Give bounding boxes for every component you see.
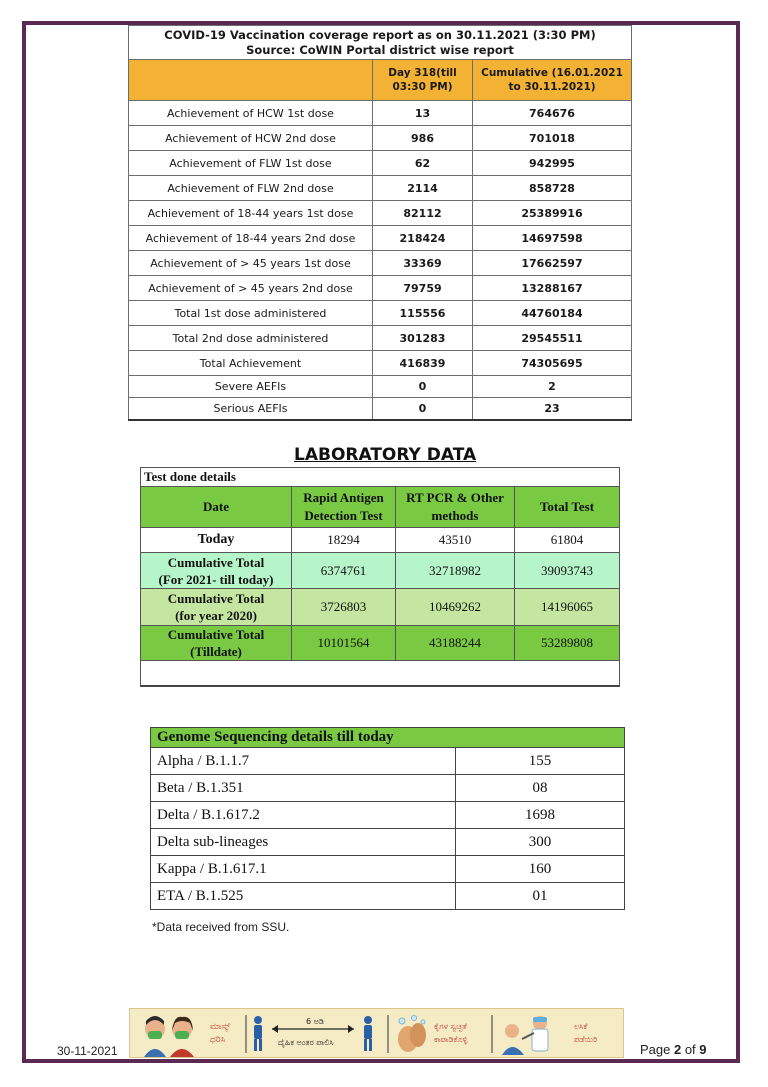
lab-total-value: 14196065 bbox=[515, 589, 620, 626]
lab-row-label-line2: (Tilldate) bbox=[190, 644, 242, 659]
banner-distance-text: 6 ಅಡಿ bbox=[306, 1017, 324, 1026]
row-day-value: 115556 bbox=[373, 301, 473, 326]
lab-row-label bbox=[141, 553, 292, 589]
row-label: Achievement of 18-44 years 1st dose bbox=[129, 201, 373, 226]
page-total: 9 bbox=[699, 1042, 707, 1057]
lab-header-rtpcr-line2: methods bbox=[431, 508, 479, 523]
genome-variant-count: 1698 bbox=[456, 802, 625, 829]
row-label: Achievement of HCW 1st dose bbox=[129, 101, 373, 126]
header-cum-line1: Cumulative (16.01.2021 bbox=[481, 67, 623, 79]
banner-distance-caption: ದೈಹಿಕ ಅಂತರ ಪಾಲಿಸಿ bbox=[278, 1038, 334, 1047]
laboratory-table bbox=[140, 467, 620, 661]
table-row bbox=[129, 398, 632, 421]
lab-rtpcr-value: 43188244 bbox=[396, 626, 515, 661]
genome-table bbox=[150, 727, 625, 910]
lab-row-label-line1: Cumulative Total bbox=[167, 554, 265, 570]
row-day-value: 13 bbox=[373, 101, 473, 126]
row-cumulative-value: 25389916 bbox=[473, 201, 632, 226]
table-row bbox=[151, 856, 625, 883]
row-label: Achievement of > 45 years 2nd dose bbox=[129, 276, 373, 301]
row-label: Achievement of > 45 years 1st dose bbox=[129, 251, 373, 276]
row-label: Achievement of HCW 2nd dose bbox=[129, 126, 373, 151]
row-label: Achievement of FLW 2nd dose bbox=[129, 176, 373, 201]
row-label: Total 2nd dose administered bbox=[129, 326, 373, 351]
banner-mask-text-line2: ಧರಿಸಿ bbox=[210, 1035, 226, 1045]
header-cum-line2: to 30.11.2021) bbox=[508, 81, 596, 93]
row-day-value: 301283 bbox=[373, 326, 473, 351]
table-row bbox=[151, 883, 625, 910]
lab-caption: Test done details bbox=[141, 468, 620, 487]
page-prefix: Page bbox=[640, 1042, 674, 1057]
page-indicator bbox=[640, 1042, 707, 1057]
header-day-cell bbox=[373, 60, 473, 101]
table-row bbox=[129, 151, 632, 176]
vaccination-source-line: Source: CoWIN Portal district wise report bbox=[246, 42, 514, 57]
table-row bbox=[129, 176, 632, 201]
row-cumulative-value: 13288167 bbox=[473, 276, 632, 301]
lab-total-value: 39093743 bbox=[515, 553, 620, 589]
genome-variant-label: Delta sub-lineages bbox=[151, 829, 456, 856]
table-row bbox=[129, 301, 632, 326]
lab-empty-footer-box bbox=[140, 657, 620, 687]
genome-variant-label: Delta / B.1.617.2 bbox=[151, 802, 456, 829]
row-label: Achievement of 18-44 years 2nd dose bbox=[129, 226, 373, 251]
row-day-value: 218424 bbox=[373, 226, 473, 251]
row-label: Achievement of FLW 1st dose bbox=[129, 151, 373, 176]
lab-rat-value: 18294 bbox=[292, 528, 396, 553]
table-row bbox=[129, 201, 632, 226]
banner-mask-text-line1: ಮಾಸ್ಕ್ bbox=[210, 1022, 231, 1032]
header-day-line1: Day 318(till bbox=[388, 67, 457, 79]
row-cumulative-value: 942995 bbox=[473, 151, 632, 176]
row-label: Serious AEFIs bbox=[129, 398, 373, 421]
genome-variant-label: Beta / B.1.351 bbox=[151, 775, 456, 802]
banner-hand-text-line2: ಕಾಪಾಡಿಕೊಳ್ಳಿ bbox=[434, 1035, 468, 1044]
genome-variant-label: Kappa / B.1.617.1 bbox=[151, 856, 456, 883]
row-label: Total Achievement bbox=[129, 351, 373, 376]
genome-variant-label: ETA / B.1.525 bbox=[151, 883, 456, 910]
page-number: 2 bbox=[673, 1042, 682, 1057]
row-cumulative-value: 2 bbox=[473, 376, 632, 398]
table-row bbox=[129, 276, 632, 301]
table-row bbox=[129, 376, 632, 398]
row-day-value: 79759 bbox=[373, 276, 473, 301]
table-row bbox=[129, 251, 632, 276]
genome-variant-count: 300 bbox=[456, 829, 625, 856]
row-day-value: 82112 bbox=[373, 201, 473, 226]
lab-row-label bbox=[141, 589, 292, 626]
genome-header-row bbox=[151, 728, 625, 748]
row-day-value: 986 bbox=[373, 126, 473, 151]
table-row bbox=[129, 351, 632, 376]
row-cumulative-value: 29545511 bbox=[473, 326, 632, 351]
vaccination-header-row bbox=[129, 60, 632, 101]
lab-row-label-line2: (For 2021- till today) bbox=[158, 571, 274, 587]
genome-variant-count: 01 bbox=[456, 883, 625, 910]
table-row bbox=[141, 626, 620, 661]
covid-safety-banner-art bbox=[130, 1009, 625, 1059]
banner-vax-text-line1: ಲಸಿಕೆ bbox=[574, 1022, 588, 1031]
page-of: of bbox=[681, 1042, 700, 1057]
lab-rtpcr-value: 43510 bbox=[396, 528, 515, 553]
lab-row-label: Today bbox=[141, 528, 292, 553]
vaccination-icon bbox=[502, 1016, 548, 1055]
row-cumulative-value: 44760184 bbox=[473, 301, 632, 326]
row-label: Total 1st dose administered bbox=[129, 301, 373, 326]
genome-variant-count: 08 bbox=[456, 775, 625, 802]
genome-heading: Genome Sequencing details till today bbox=[151, 728, 625, 748]
table-row bbox=[141, 589, 620, 626]
row-cumulative-value: 858728 bbox=[473, 176, 632, 201]
row-cumulative-value: 74305695 bbox=[473, 351, 632, 376]
lab-rat-value: 10101564 bbox=[292, 626, 396, 661]
lab-header-row bbox=[141, 487, 620, 528]
lab-header-rat bbox=[292, 487, 396, 528]
lab-header-date: Date bbox=[141, 487, 292, 528]
table-row bbox=[129, 226, 632, 251]
mask-people-icon bbox=[144, 1016, 194, 1057]
header-day-line2: 03:30 PM) bbox=[392, 81, 453, 93]
table-row bbox=[129, 101, 632, 126]
lab-row-label-line2: (for year 2020) bbox=[175, 608, 257, 623]
row-label: Severe AEFIs bbox=[129, 376, 373, 398]
vaccination-table bbox=[128, 25, 632, 421]
lab-total-value: 53289808 bbox=[515, 626, 620, 661]
covid-safety-banner bbox=[129, 1008, 624, 1058]
row-cumulative-value: 23 bbox=[473, 398, 632, 421]
row-cumulative-value: 764676 bbox=[473, 101, 632, 126]
genome-variant-count: 155 bbox=[456, 748, 625, 775]
lab-total-value: 61804 bbox=[515, 528, 620, 553]
lab-row-label-line1: Cumulative Total bbox=[167, 627, 265, 642]
banner-hand-text-line1: ಕೈಗಳ ಸ್ವಚ್ಛತೆ bbox=[434, 1022, 467, 1031]
lab-header-rat-line2: Detection Test bbox=[304, 508, 383, 523]
table-row bbox=[141, 528, 620, 553]
lab-row-label bbox=[141, 626, 292, 661]
lab-rat-value: 6374761 bbox=[292, 553, 396, 589]
vaccination-title-line1: COVID-19 Vaccination coverage report as on 30.11.2021 (3:30 PM) bbox=[164, 27, 596, 42]
row-cumulative-value: 14697598 bbox=[473, 226, 632, 251]
lab-rat-value: 3726803 bbox=[292, 589, 396, 626]
lab-rtpcr-value: 32718982 bbox=[396, 553, 515, 589]
vaccination-title bbox=[129, 26, 632, 60]
table-row bbox=[151, 748, 625, 775]
header-empty-cell bbox=[129, 60, 373, 101]
row-day-value: 33369 bbox=[373, 251, 473, 276]
row-day-value: 0 bbox=[373, 376, 473, 398]
genome-variant-count: 160 bbox=[456, 856, 625, 883]
table-row bbox=[151, 802, 625, 829]
hand-wash-icon bbox=[398, 1016, 426, 1053]
table-row bbox=[129, 126, 632, 151]
laboratory-heading: LABORATORY DATA bbox=[294, 445, 477, 465]
header-cumulative-cell bbox=[473, 60, 632, 101]
table-row bbox=[151, 775, 625, 802]
table-row bbox=[141, 553, 620, 589]
genome-variant-label: Alpha / B.1.1.7 bbox=[151, 748, 456, 775]
row-cumulative-value: 701018 bbox=[473, 126, 632, 151]
lab-header-rtpcr bbox=[396, 487, 515, 528]
lab-rtpcr-value: 10469262 bbox=[396, 589, 515, 626]
table-row bbox=[129, 326, 632, 351]
lab-row-label-line1: Cumulative Total bbox=[167, 591, 265, 606]
banner-vax-text-line2: ಪಡೆಯಿರಿ bbox=[574, 1035, 598, 1044]
row-day-value: 62 bbox=[373, 151, 473, 176]
lab-header-rtpcr-line1: RT PCR & Other bbox=[406, 490, 504, 505]
lab-header-total: Total Test bbox=[515, 487, 620, 528]
row-day-value: 2114 bbox=[373, 176, 473, 201]
row-cumulative-value: 17662597 bbox=[473, 251, 632, 276]
table-row bbox=[151, 829, 625, 856]
row-day-value: 0 bbox=[373, 398, 473, 421]
footer-date: 30-11-2021 bbox=[57, 1044, 118, 1058]
row-day-value: 416839 bbox=[373, 351, 473, 376]
lab-header-rat-line1: Rapid Antigen bbox=[303, 490, 384, 505]
data-source-note: *Data received from SSU. bbox=[152, 920, 290, 934]
